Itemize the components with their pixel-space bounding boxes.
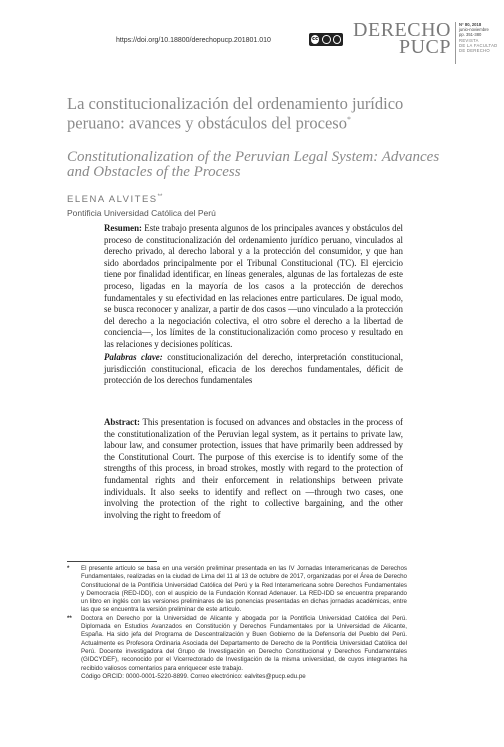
footnote-text: El presente artículo se basa en una versión preliminar presentada en las IV Jornadas Interamericanas de Derechos Fundamentales, realizadas en la ciudad de Lima del 11 al 13 de octubre de 2017, organizadas por el Área de Derecho Constitucional de la Pontificia Universidad Católica del Perú y la Red Interamericana sobre Derechos Fundamentales y Democracia (RED-IDD), con el auspicio de la Fundación Konrad Adenauer. La RED-IDD se encuentra preparando un libro en inglés con las versiones preliminares de las ponencias presentadas en dichas jornadas académicas, entre las que se encuentra la versión preliminar de este artículo. [81, 565, 407, 614]
author-footnote-mark[interactable]: ** [157, 194, 163, 200]
title-english: Constitutionalization of the Peruvian Legal System: Advances and Obstacles of the Process [67, 149, 440, 180]
doi-link[interactable]: https://doi.org/10.18800/derechopucp.201801.010 [116, 37, 271, 44]
issue-pages: pp. 351-380 [459, 32, 482, 38]
issue-dates: junio-noviembre [459, 27, 489, 33]
abstract-english-label: Abstract: [104, 417, 140, 427]
nc-icon [333, 35, 341, 44]
cc-icon: cc [312, 36, 319, 42]
title-spanish-text: La constitucionalización del ordenamiento jurídico peruano: avances y obstáculos del proceso [67, 94, 404, 133]
orcid-text[interactable]: Código ORCID: 0000-0001-5220-8899. Correo electrónico: ealvites@pucp.edu.pe [81, 672, 306, 680]
journal-logo [351, 19, 451, 58]
abstract-english-text: This presentation is focused on advances and obstacles in the process of the constitutionalization of the Peruvian legal system, as it pertains to private law, labour law, and consumer protection, issues that have primarily been addressed by the Constitutional Court. The purpose of this exercise is to identify some of the strengths of this process, in broad strokes, mostly with regard to the protection of fundamental rights and their enforcement in relationships between private individuals. It also seeks to identify and reflect on —through two cases, one involving the protection of the right to collective bargaining, and the other involving the right to freedom of [104, 417, 403, 520]
orcid-line [67, 673, 407, 681]
footnote [67, 565, 407, 615]
keywords-spanish [104, 352, 403, 387]
journal-name-line1: DERECHO [353, 19, 451, 41]
issue-info [459, 22, 503, 53]
revista-label-2: DE LA FACULTAD [459, 42, 498, 48]
author-name [67, 194, 162, 205]
by-icon [322, 35, 330, 44]
footnotes [67, 565, 407, 681]
keywords-text: constitucionalización del derecho, interpretación constitucional, jurisdicción constitucional, eficacia de los derechos fundamentales, déficit de protección de los derechos fundamentales [104, 352, 403, 386]
footnote-text: Doctora en Derecho por la Universidad de Alicante y abogada por la Pontificia Universidad Católica del Perú. Diplomada en Estudios Avanzados en Constitución y Derechos Fundamentales por la Universidad de Alicante, España. Ha sido jefa del Programa de Descentralización y Buen Gobierno de la Defensoría del Pueblo del Perú. Actualmente es Profesora Ordinaria Asociada del Departamento de Derecho de la Pontificia Universidad Católica del Perú. Docente investigadora del Grupo de Investigación en Derecho Constitucional y Derechos Fundamentales (GIDCYDEF), reconocido por el Vicerrectorado de Investigación de la misma universidad, de cuyos integrantes ha recibido valiosos comentarios para enriquecer este trabajo. [81, 614, 407, 672]
abstract-spanish-text: Este trabajo presenta algunos de los principales avances y obstáculos del proceso de constitucionalización del ordenamiento jurídico peruano, vinculados al derecho privado, al derecho laboral y a la protección del consumidor, y que han sido abordados principalmente por el Tribunal Constitucional (TC). El ejercicio tiene por finalidad identificar, en líneas generales, algunas de las fortalezas de este proceso, ligadas en la mayoría de los casos a la protección de derechos fundamentales y su efectividad en las relaciones entre particulares. De igual modo, se busca reconocer y analizar, a partir de dos casos —uno vinculado a la protección del derecho a la negociación colectiva, el otro sobre el derecho a la libertad de conciencia—, los límites de la constitucionalización como proceso y resultado en las relaciones y decisiones políticas. [104, 223, 403, 349]
footnote [67, 615, 407, 673]
footnote-mark: * [67, 565, 70, 572]
journal-name-line2: PUCP [398, 36, 451, 58]
abstract-spanish [104, 223, 403, 351]
issue-number: N° 80, 2018 [459, 22, 482, 27]
title-footnote-mark[interactable]: * [346, 115, 351, 124]
author-affiliation: Pontificia Universidad Católica del Perú [67, 208, 216, 218]
title-spanish [67, 96, 447, 132]
revista-label-1: REVISTA [459, 37, 479, 43]
logo-divider [455, 22, 456, 64]
abstract-spanish-label: Resumen: [104, 223, 142, 233]
keywords-label: Palabras clave: [104, 352, 163, 362]
footnote-mark: ** [67, 614, 72, 622]
author-name-text: ELENA ALVITES [67, 194, 158, 206]
revista-label-3: DE DERECHO [459, 48, 490, 54]
creative-commons-license-icon [309, 33, 343, 46]
footnote-separator [67, 561, 157, 562]
abstract-english [104, 417, 403, 521]
